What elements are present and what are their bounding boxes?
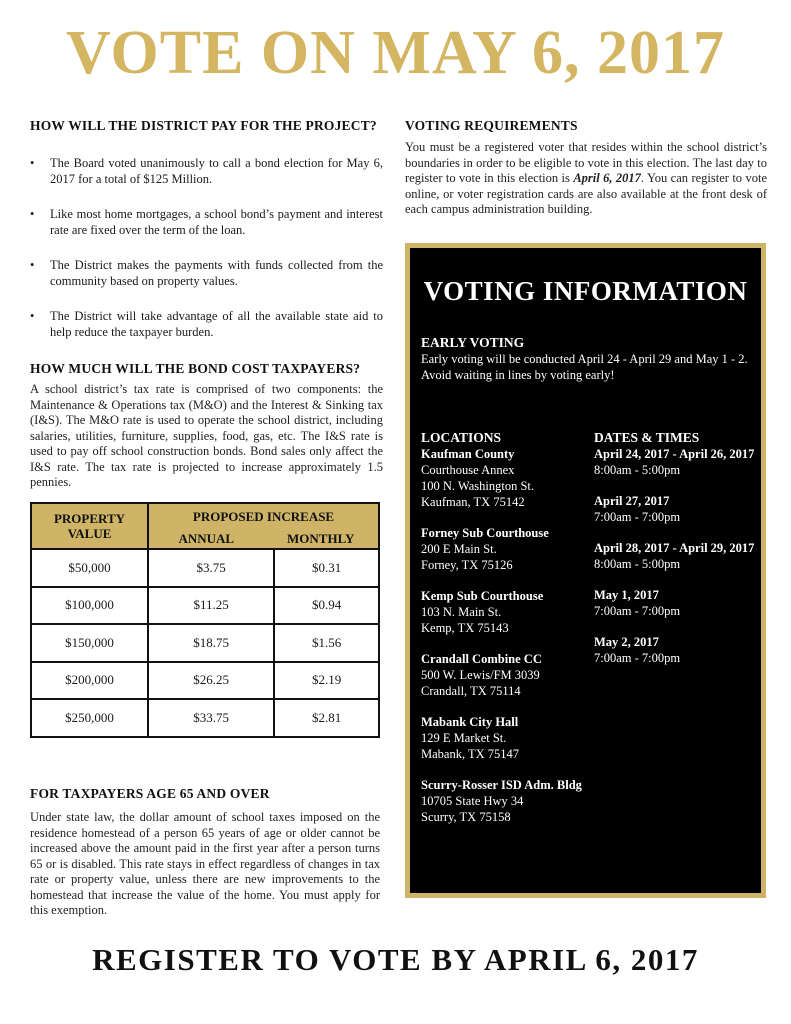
monthly-cell: $0.31	[274, 549, 379, 587]
location-line: 500 W. Lewis/FM 3039	[421, 668, 540, 682]
headline: VOTE ON MAY 6, 2017	[65, 19, 726, 87]
table-row	[31, 587, 379, 625]
voting-info-title: VOTING INFORMATION	[423, 276, 748, 306]
location-line: Crandall, TX 75114	[421, 684, 521, 698]
table-row	[31, 549, 379, 587]
location-line: 129 E Market St.	[421, 731, 507, 745]
location-line: 200 E Main St.	[421, 542, 497, 556]
pay-heading: HOW WILL THE DISTRICT PAY FOR THE PROJECT?	[30, 118, 377, 133]
monthly-cell: $2.81	[274, 699, 379, 737]
pay-section	[30, 118, 383, 360]
voting-info-box	[405, 243, 766, 898]
annual-cell: $11.25	[148, 587, 274, 625]
requirements-text: You must be a registered voter that resides within the school district’s boundaries in order to be eligible to vote in this election. The last day to register to vote in this election is	[405, 140, 767, 185]
list-item	[421, 525, 591, 573]
location-line: Kemp, TX 75143	[421, 621, 509, 635]
locations-heading: LOCATIONS	[421, 430, 502, 445]
location-name: Scurry-Rosser ISD Adm. Bldg	[421, 778, 582, 792]
list-item	[594, 587, 764, 619]
list-item	[421, 446, 591, 510]
list-item	[594, 446, 764, 478]
annual-cell: $26.25	[148, 662, 274, 700]
location-name: Forney Sub Courthouse	[421, 526, 549, 540]
monthly-cell: $2.19	[274, 662, 379, 700]
requirements-body	[405, 140, 767, 218]
list-item: • Like most home mortgages, a school bond’s payment and interest rate are fixed over the term of the loan.	[30, 207, 383, 238]
annual-cell: $33.75	[148, 699, 274, 737]
property-value-cell: $200,000	[31, 662, 148, 700]
property-value-header	[31, 503, 148, 549]
cost-table	[30, 502, 380, 738]
date-range: April 28, 2017 - April 29, 2017	[594, 541, 755, 555]
location-line: Kaufman, TX 75142	[421, 495, 525, 509]
proposed-increase-label: PROPOSED INCREASE	[192, 509, 335, 524]
senior-heading: FOR TAXPAYERS AGE 65 AND OVER	[30, 786, 270, 801]
location-line: Courthouse Annex	[421, 463, 515, 477]
date-range: May 1, 2017	[594, 588, 659, 602]
list-item	[421, 651, 591, 699]
cost-body: A school district’s tax rate is comprised of two components: the Maintenance & Operations tax (M&O) and the Interest & Sinking tax (I&S). The M&O rate is used to operate the school district, including salaries, utilities, furniture, supplies, food, gas, etc. The I&S rate is used to pay off school construction bonds. Bond sales only affect the I&S rate. The tax rate is projected to increase approximately 1.5 pennies.	[30, 382, 383, 489]
monthly-header: MONTHLY	[287, 531, 355, 546]
location-name: Crandall Combine CC	[421, 652, 542, 666]
cost-heading: HOW MUCH WILL THE BOND COST TAXPAYERS?	[30, 361, 361, 376]
location-name: Mabank City Hall	[421, 715, 519, 729]
proposed-increase-header	[148, 503, 379, 549]
date-range: April 24, 2017 - April 26, 2017	[594, 447, 755, 461]
location-line: 100 N. Washington St.	[421, 479, 535, 493]
dates-list	[594, 430, 764, 681]
registration-deadline: April 6, 2017	[573, 171, 641, 185]
property-value-cell: $100,000	[31, 587, 148, 625]
location-line: Mabank, TX 75147	[421, 747, 520, 761]
requirements-heading: VOTING REQUIREMENTS	[405, 118, 578, 133]
list-item	[594, 540, 764, 572]
senior-body: Under state law, the dollar amount of school taxes imposed on the residence homestead of a person 65 years of age or older cannot be increased above the amount paid in the first year after a person turns 65 or is disabled. This rate stays in effect regardless of changes in tax rate or property value, unless there are new improvements to the homestead that increase the value of the home. You must apply for this exemption.	[30, 810, 380, 917]
monthly-cell: $1.56	[274, 624, 379, 662]
list-item	[421, 777, 591, 825]
table-row	[31, 699, 379, 737]
list-item: • The District will take advantage of all the available state aid to help reduce the taxpayer burden.	[30, 309, 383, 340]
annual-cell: $3.75	[148, 549, 274, 587]
early-voting-text: Early voting will be conducted April 24 - April 29 and May 1 - 2. Avoid waiting in lines by voting early!	[421, 352, 748, 382]
locations-list	[421, 430, 591, 840]
time-range: 8:00am - 5:00pm	[594, 463, 681, 477]
time-range: 7:00am - 7:00pm	[594, 651, 681, 665]
footer-banner: REGISTER TO VOTE BY APRIL 6, 2017	[92, 942, 699, 977]
location-line: 10705 State Hwy 34	[421, 794, 524, 808]
requirements-text: . You can register to vote online, or voter registration cards are also available at the front desk of each campus administration building.	[405, 171, 767, 216]
early-voting	[421, 335, 761, 383]
property-value-cell: $250,000	[31, 699, 148, 737]
property-value-label: PROPERTY VALUE	[53, 511, 126, 541]
requirements-section	[405, 118, 767, 218]
time-range: 7:00am - 7:00pm	[594, 510, 681, 524]
list-item	[594, 493, 764, 525]
location-line: Scurry, TX 75158	[421, 810, 511, 824]
pay-bullet-list	[30, 156, 383, 340]
list-item	[421, 588, 591, 636]
dates-heading: DATES & TIMES	[594, 430, 700, 445]
property-value-cell: $150,000	[31, 624, 148, 662]
list-item	[421, 714, 591, 762]
date-range: April 27, 2017	[594, 494, 670, 508]
list-item: • The District makes the payments with funds collected from the community based on property values.	[30, 258, 383, 289]
location-name: Kemp Sub Courthouse	[421, 589, 544, 603]
annual-cell: $18.75	[148, 624, 274, 662]
list-item	[594, 634, 764, 666]
location-name: Kaufman County	[421, 447, 515, 461]
annual-header: ANNUAL	[178, 531, 235, 546]
time-range: 7:00am - 7:00pm	[594, 604, 681, 618]
property-value-cell: $50,000	[31, 549, 148, 587]
early-voting-heading: EARLY VOTING	[421, 335, 525, 350]
date-range: May 2, 2017	[594, 635, 659, 649]
location-line: Forney, TX 75126	[421, 558, 513, 572]
monthly-cell: $0.94	[274, 587, 379, 625]
table-row	[31, 624, 379, 662]
table-row	[31, 662, 379, 700]
location-line: 103 N. Main St.	[421, 605, 502, 619]
list-item: • The Board voted unanimously to call a bond election for May 6, 2017 for a total of $125 Million.	[30, 156, 383, 187]
time-range: 8:00am - 5:00pm	[594, 557, 681, 571]
